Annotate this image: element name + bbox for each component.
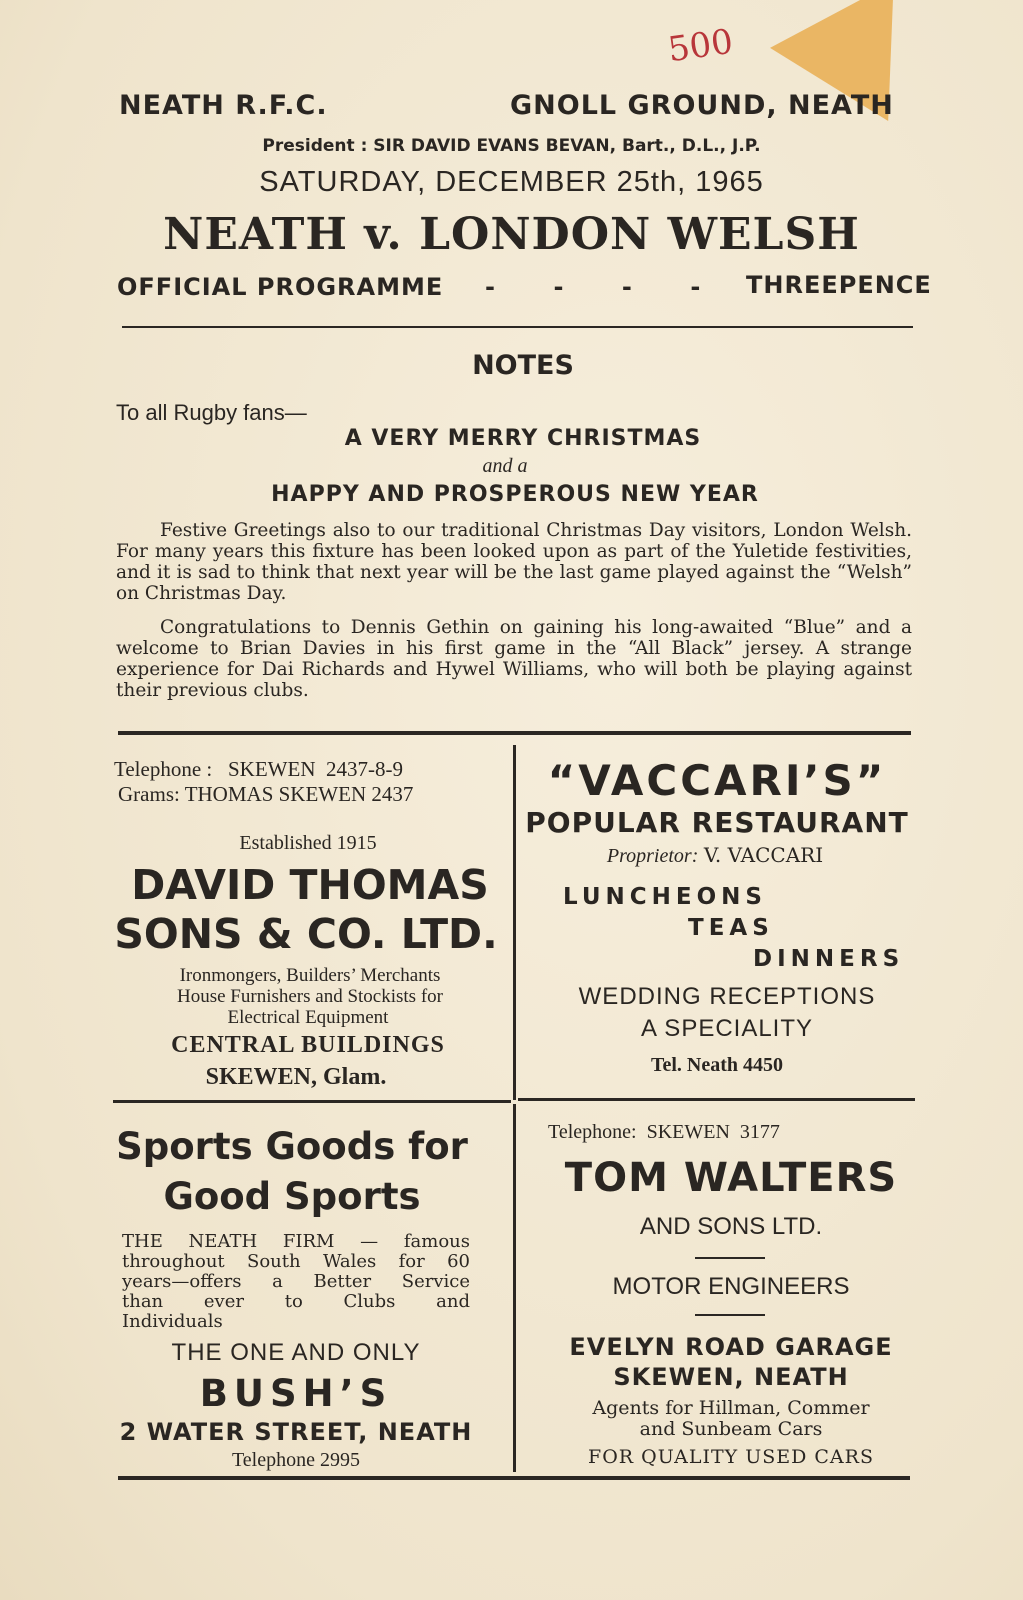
- vaccari-proprietor-line: [517, 843, 913, 868]
- vaccari-name: “VACCARI’S”: [547, 756, 887, 805]
- match-date: SATURDAY, DECEMBER 25th, 1965: [259, 166, 764, 198]
- pencil-annotation: 500: [665, 21, 736, 71]
- tw-rule-upper: [695, 1257, 765, 1259]
- tw-garage-1: EVELYN ROAD GARAGE: [569, 1333, 893, 1361]
- tw-trade: MOTOR ENGINEERS: [612, 1273, 850, 1300]
- tw-used-cars: FOR QUALITY USED CARS: [588, 1446, 874, 1468]
- tw-agents-2: and Sunbeam Cars: [639, 1418, 823, 1440]
- bush-tagline: THE ONE AND ONLY: [171, 1339, 421, 1366]
- bush-headline-1: Sports Goods for: [116, 1125, 468, 1168]
- ads-middle-right-border: [518, 1098, 915, 1101]
- notes-paragraph-2: Congratulations to Dennis Gethin on gaining his long-awaited “Blue” and a welcome to Brian Davies in his first game in the “All Black” jersey. A strange experience for Dai Richards and Hywel Williams, who will both be playing against their previous clubs.: [116, 617, 912, 701]
- ads-divider-lower: [513, 1104, 516, 1472]
- dt-telephone: Telephone : SKEWEN 2437-8-9: [114, 757, 403, 781]
- greeting-and: and a: [482, 455, 528, 477]
- match-title: NEATH v. LONDON WELSH: [163, 209, 860, 260]
- bush-name: BUSH’S: [199, 1372, 393, 1415]
- tw-name: TOM WALTERS: [564, 1155, 898, 1201]
- dt-grams: Grams: THOMAS SKEWEN 2437: [118, 782, 414, 806]
- notes-paragraph-1: Festive Greetings also to our traditional Christmas Day visitors, London Welsh. For many years this fixture has been looked upon as part of the Yuletide festivities, and it is sad to think that next year will be the last game played against the “Welsh” on Christmas Day.: [116, 520, 912, 604]
- tw-agents-1: Agents for Hillman, Commer: [592, 1397, 870, 1419]
- vaccari-speciality-1: WEDDING RECEPTIONS: [578, 983, 876, 1010]
- dash-leader: - - - -: [485, 273, 701, 301]
- bush-body-5: Individuals: [122, 1311, 223, 1332]
- bush-body-1: THE NEATH FIRM — famous: [122, 1231, 470, 1252]
- club-name: NEATH R.F.C.: [119, 90, 328, 121]
- ads-middle-left-border: [113, 1100, 511, 1103]
- vaccari-subtitle: POPULAR RESTAURANT: [525, 806, 909, 839]
- dt-desc-1: Ironmongers, Builders’ Merchants: [179, 965, 441, 986]
- dt-address-2: SKEWEN, Glam.: [205, 1064, 387, 1090]
- bush-headline-2: Good Sports: [163, 1175, 421, 1218]
- greeting-new-year: HAPPY AND PROSPEROUS NEW YEAR: [271, 482, 759, 507]
- bush-body-2: throughout South Wales for 60: [122, 1251, 470, 1272]
- ads-divider-upper: [513, 745, 516, 1100]
- programme-label: OFFICIAL PROGRAMME: [117, 273, 444, 301]
- vaccari-proprietor-label: Proprietor:: [606, 845, 699, 867]
- dt-name-1: DAVID THOMAS: [131, 861, 489, 909]
- bush-address: 2 WATER STREET, NEATH: [119, 1418, 473, 1446]
- vaccari-meal-teas: TEAS: [688, 915, 774, 941]
- ads-bottom-border: [118, 1476, 910, 1480]
- vaccari-speciality-2: A SPECIALITY: [640, 1015, 814, 1042]
- president-line: President : SIR DAVID EVANS BEVAN, Bart., D.L., J.P.: [262, 136, 761, 156]
- tw-subtitle: AND SONS LTD.: [639, 1213, 823, 1240]
- notes-heading: NOTES: [472, 350, 574, 381]
- dt-established: Established 1915: [239, 832, 377, 854]
- dt-desc-2: House Furnishers and Stockists for: [177, 986, 443, 1007]
- vaccari-meal-dinners: DINNERS: [753, 946, 905, 972]
- bush-body-4: than ever to Clubs and: [122, 1291, 470, 1312]
- header-divider: [122, 326, 913, 328]
- programme-price: THREEPENCE: [746, 271, 932, 299]
- notes-salutation: To all Rugby fans—: [116, 400, 307, 425]
- bush-body-3: years—offers a Better Service: [122, 1271, 470, 1292]
- vaccari-tel: Tel. Neath 4450: [650, 1054, 784, 1076]
- vaccari-meal-luncheons: LUNCHEONS: [563, 884, 767, 910]
- dt-desc-3: Electrical Equipment: [227, 1007, 389, 1028]
- ads-top-border: [118, 731, 911, 735]
- dt-address-1: CENTRAL BUILDINGS: [171, 1032, 445, 1058]
- vaccari-proprietor: V. VACCARI: [703, 843, 824, 867]
- tw-telephone: Telephone: SKEWEN 3177: [548, 1121, 780, 1143]
- tw-rule-lower: [695, 1314, 765, 1316]
- greeting-christmas: A VERY MERRY CHRISTMAS: [344, 426, 702, 451]
- bush-telephone: Telephone 2995: [231, 1449, 360, 1471]
- dt-name-2: SONS & CO. LTD.: [114, 910, 498, 958]
- tw-garage-2: SKEWEN, NEATH: [613, 1363, 849, 1391]
- ground-name: GNOLL GROUND, NEATH: [510, 90, 894, 121]
